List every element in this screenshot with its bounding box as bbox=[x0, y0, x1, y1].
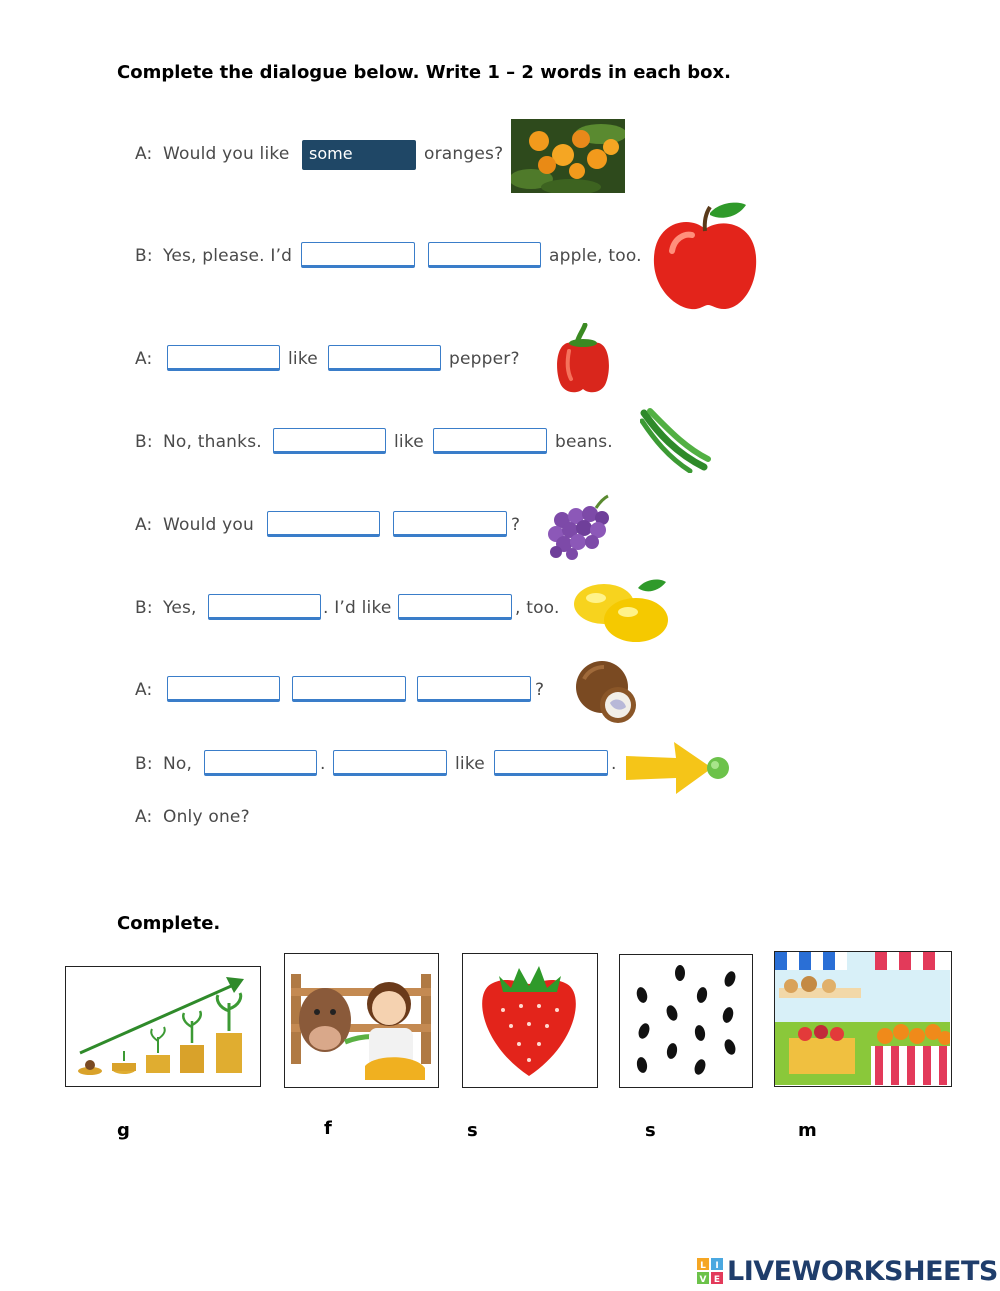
lemons-image bbox=[572, 576, 672, 644]
logo-tile-l: L bbox=[700, 1261, 706, 1271]
instructions-complete: Complete. bbox=[117, 913, 221, 934]
speaker-a: A: bbox=[135, 680, 153, 700]
line1-text2: oranges? bbox=[424, 144, 504, 164]
pepper-image bbox=[553, 323, 613, 395]
apple-image bbox=[650, 201, 760, 313]
answer-box-1[interactable]: some bbox=[302, 140, 416, 170]
line6-text3: , too. bbox=[515, 598, 560, 618]
answer-box-16[interactable] bbox=[333, 750, 447, 776]
instructions-dialogue: Complete the dialogue below. Write 1 – 2 words in each box. bbox=[117, 62, 731, 83]
answer-box-10[interactable] bbox=[208, 594, 321, 620]
line2-text2: apple, too. bbox=[549, 246, 642, 266]
answer-box-13[interactable] bbox=[292, 676, 406, 702]
answer-box-3[interactable] bbox=[428, 242, 541, 268]
answer-box-12[interactable] bbox=[167, 676, 280, 702]
arrow-pea-image bbox=[624, 740, 734, 796]
seeds-picture bbox=[619, 954, 753, 1088]
farm-feeding-image bbox=[285, 954, 437, 1086]
line8-text3: like bbox=[455, 754, 485, 774]
speaker-b: B: bbox=[135, 598, 153, 618]
line5-text1: Would you bbox=[163, 515, 254, 535]
market-image bbox=[775, 952, 950, 1085]
answer-box-4[interactable] bbox=[167, 345, 280, 371]
line4-text3: beans. bbox=[555, 432, 613, 452]
answer-box-17[interactable] bbox=[494, 750, 608, 776]
growth-picture bbox=[65, 966, 261, 1087]
seeds-image bbox=[620, 955, 751, 1086]
speaker-a: A: bbox=[135, 144, 153, 164]
answer-box-7[interactable] bbox=[433, 428, 547, 454]
answer-box-8[interactable] bbox=[267, 511, 380, 537]
answer-box-2[interactable] bbox=[301, 242, 415, 268]
answer-box-11[interactable] bbox=[398, 594, 512, 620]
speaker-a: A: bbox=[135, 515, 153, 535]
liveworksheets-logo[interactable] bbox=[697, 1254, 998, 1288]
logo-tile-v: V bbox=[699, 1275, 707, 1284]
line4-text1: No, thanks. bbox=[163, 432, 262, 452]
growth-image bbox=[66, 967, 259, 1085]
line3-text1: like bbox=[288, 349, 318, 369]
speaker-b: B: bbox=[135, 246, 153, 266]
oranges-image bbox=[511, 119, 625, 193]
answer-box-5[interactable] bbox=[328, 345, 441, 371]
answer-box-14[interactable] bbox=[417, 676, 531, 702]
line8-text4: . bbox=[611, 754, 617, 774]
speaker-a: A: bbox=[135, 349, 153, 369]
line9-text1: Only one? bbox=[163, 807, 250, 827]
line1-text1: Would you like bbox=[163, 144, 290, 164]
letter-m: m bbox=[798, 1120, 817, 1141]
line6-text2: . I’d like bbox=[323, 598, 392, 618]
line3-text2: pepper? bbox=[449, 349, 520, 369]
answer-box-9[interactable] bbox=[393, 511, 507, 537]
line6-text1: Yes, bbox=[163, 598, 197, 618]
line4-text2: like bbox=[394, 432, 424, 452]
speaker-a: A: bbox=[135, 807, 153, 827]
logo-tile-i: I bbox=[715, 1261, 719, 1271]
grapes-image bbox=[544, 494, 616, 560]
letter-s-2: s bbox=[645, 1120, 656, 1141]
line5-text2: ? bbox=[511, 515, 521, 535]
answer-box-6[interactable] bbox=[273, 428, 386, 454]
line7-text1: ? bbox=[535, 680, 545, 700]
letter-g: g bbox=[117, 1120, 130, 1141]
line8-text1: No, bbox=[163, 754, 193, 774]
coconut-image bbox=[574, 659, 638, 725]
line8-text2: . bbox=[320, 754, 326, 774]
beans-image bbox=[640, 407, 712, 473]
letter-s-1: s bbox=[467, 1120, 478, 1141]
speaker-b: B: bbox=[135, 754, 153, 774]
market-picture bbox=[774, 951, 952, 1087]
logo-tile-e: E bbox=[713, 1275, 721, 1284]
letter-f: f bbox=[324, 1118, 332, 1139]
line2-text1: Yes, please. I’d bbox=[163, 246, 293, 266]
strawberry-image bbox=[463, 954, 596, 1086]
logo-text: LIVEWORKSHEETS bbox=[727, 1255, 998, 1287]
strawberry-picture bbox=[462, 953, 598, 1088]
speaker-b: B: bbox=[135, 432, 153, 452]
logo-tiles-icon bbox=[697, 1258, 723, 1284]
answer-box-15[interactable] bbox=[204, 750, 317, 776]
feed-picture bbox=[284, 953, 439, 1088]
